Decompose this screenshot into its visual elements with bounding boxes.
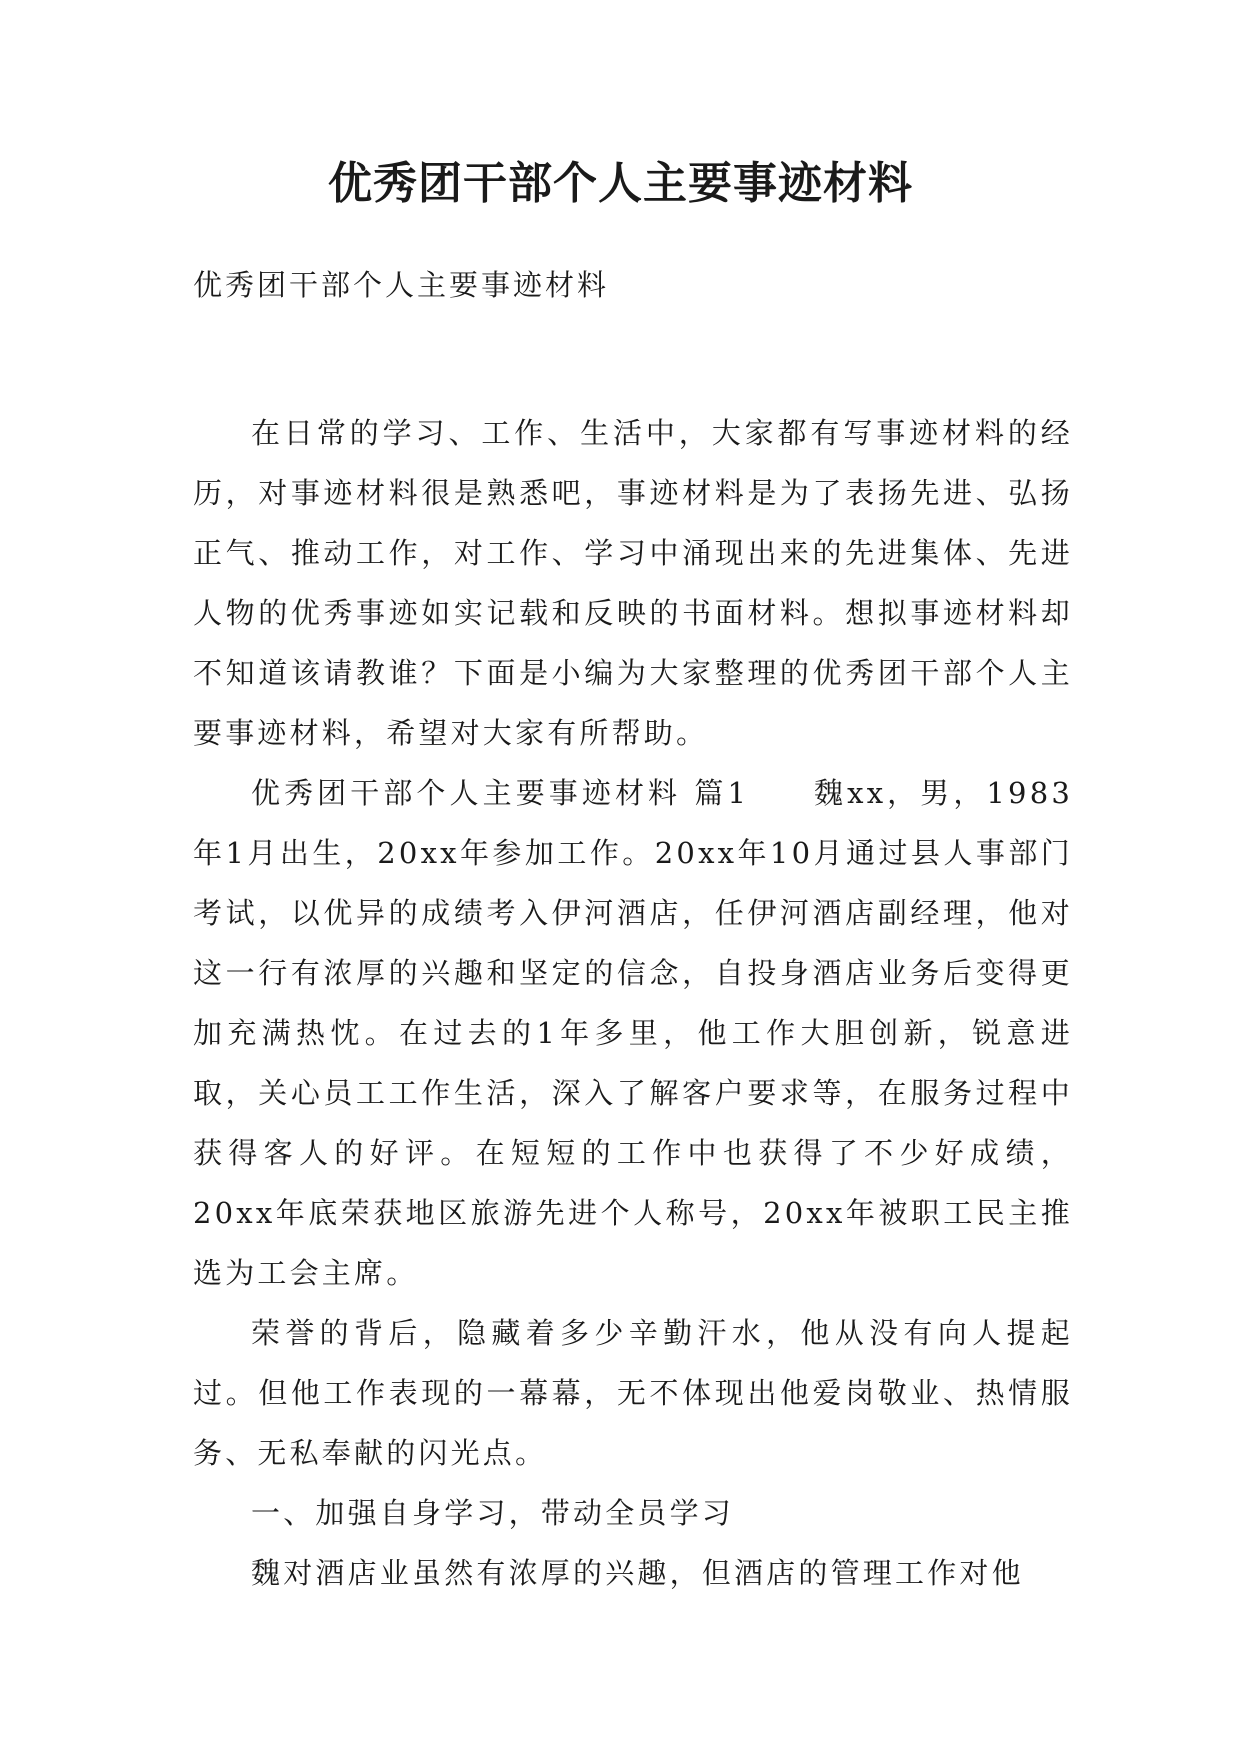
section-paragraph [193,763,1073,1303]
document-subtitle: 优秀团干部个人主要事迹材料 [193,268,610,302]
section-heading: 优秀团干部个人主要事迹材料 篇1 [251,776,750,810]
honor-paragraph: 荣誉的背后，隐藏着多少辛勤汗水，他从没有向人提起过。但他工作表现的一幕幕，无不体现出他爱岗敬业、热情服务、无私奉献的闪光点。 [193,1316,1073,1470]
document-body [193,403,1073,1603]
point-one-paragraph: 魏对酒店业虽然有浓厚的兴趣，但酒店的管理工作对他 [251,1556,1024,1590]
intro-paragraph: 在日常的学习、工作、生活中，大家都有写事迹材料的经历，对事迹材料很是熟悉吧，事迹材料是为了表扬先进、弘扬正气、推动工作，对工作、学习中涌现出来的先进集体、先进人物的优秀事迹如实记载和反映的书面材料。想拟事迹材料却不知道该请教谁？下面是小编为大家整理的优秀团干部个人主要事迹材料，希望对大家有所帮助。 [193,416,1073,750]
point-one-heading: 一、加强自身学习，带动全员学习 [251,1496,735,1530]
document-title: 优秀团干部个人主要事迹材料 [328,158,913,209]
profile-text: 魏xx，男，1983年1月出生，20xx年参加工作。20xx年10月通过县人事部门考试，以优异的成绩考入伊河酒店，任伊河酒店副经理，他对这一行有浓厚的兴趣和坚定的信念，自投身酒店业务后变得更加充满热忱。在过去的1年多里，他工作大胆创新，锐意进取，关心员工工作生活，深入了解客户要求等，在服务过程中获得客人的好评。在短短的工作中也获得了不少好成绩，20xx年底荣获地区旅游先进个人称号，20xx年被职工民主推选为工会主席。 [193,776,1074,1290]
